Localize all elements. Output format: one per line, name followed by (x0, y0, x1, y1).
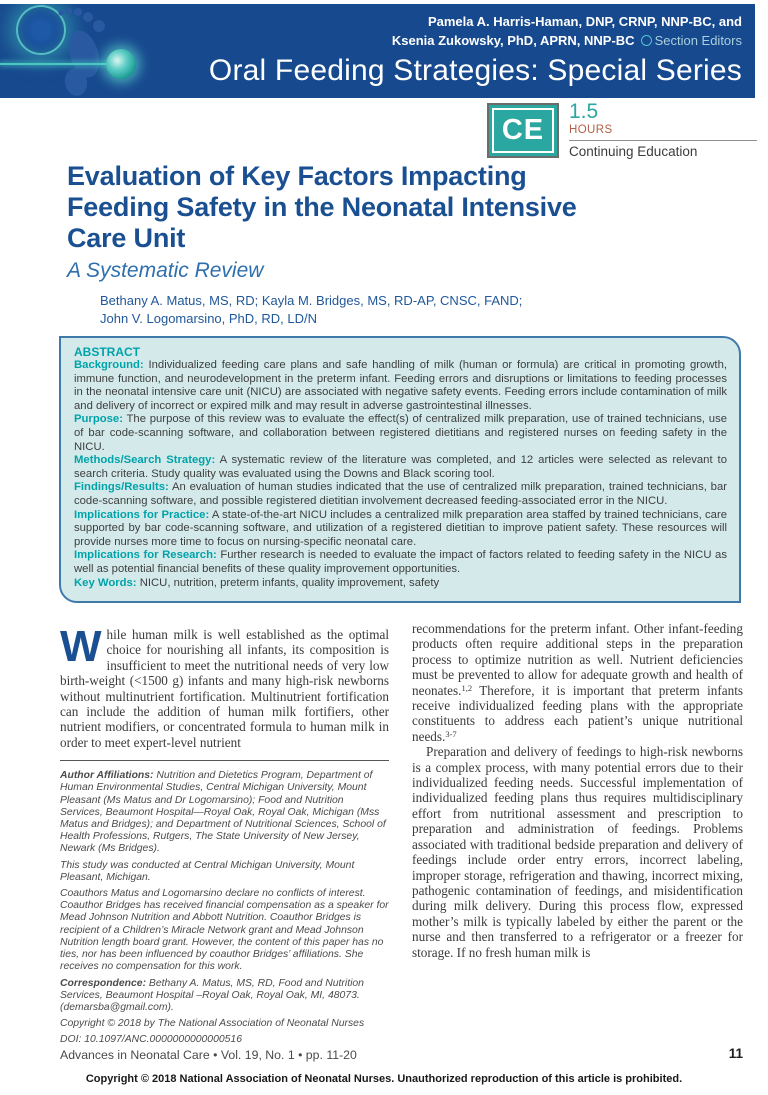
editor-name: Ksenia Zukowsky, PhD, APRN, NNP-BC (391, 33, 635, 48)
article-title-block (67, 161, 747, 327)
correspondence-paragraph (60, 978, 389, 1015)
affiliations-text: Nutrition and Dietetics Program, Department of Human Environmental Studies, Central Michigan University, Mount Pleasant (Ms Matus and Dr Logomarsino); Food and Nutrition Services, Beaumont Hospital—Royal Oak, Royal Oak, Michigan (Mss Matus and Bridges); and Department of Nutritional Sciences, School of Health Professions, Rutgers, The State University of New Jersey, Newark (Ms Bridges). (60, 770, 386, 855)
header-text (209, 12, 742, 89)
abstract-section-implications-practice (74, 509, 727, 550)
correspondence-label: Correspondence: (60, 977, 147, 989)
ce-logo (487, 103, 559, 158)
abstract-text-findings: An evaluation of human studies indicated that the use of centralized milk preparation, trained technicians, bar code-scanning software, and possible registered dietitian involvement decreased feeding-associated error in the NICU. (74, 481, 727, 507)
article-title-line-2: Feeding Safety in the Neonatal Intensive (67, 192, 577, 222)
abstract-text-implications-practice: A state-of-the-art NICU includes a centralized milk preparation area staffed by trained technicians, care supported by bar code-scanning software, and utilization of a registered dietitian to improve patient safety. These resources will provide nurses more time to focus on nursing-specific neonatal care. (74, 508, 727, 548)
ce-caption: Continuing Education (569, 144, 698, 159)
abstract-label-findings: Findings/Results: (74, 481, 169, 494)
editor-line-1: Pamela A. Harris-Haman, DNP, CRNP, NNP-BC, and (427, 14, 742, 29)
section-editors-label: Section Editors (654, 33, 742, 48)
ce-logo-text: CE (492, 108, 554, 153)
keywords-label: Key Words: (74, 576, 137, 589)
reference-superscript: 3-7 (445, 728, 457, 739)
header-banner (0, 4, 755, 98)
body-paragraph-1-text-a: recommendations for the preterm infant. Other infant-feeding products often require additional steps in the preparation process to optimize nutrition as well. Nutrient deficiencies must be prevented to allow for adequate growth and health of neonates. (412, 621, 743, 698)
dropcap: W (60, 622, 102, 671)
ce-hours-value: 1.5 (569, 100, 599, 123)
circle-icon (641, 35, 652, 46)
correspondence-text: Bethany A. Matus, MS, RD, Food and Nutrition Services, Beaumont Hospital –Royal Oak, Royal Oak, MI, 48073. (demarsba@gmail.com). (60, 977, 364, 1013)
accent-ball-icon (106, 49, 136, 79)
affiliations-paragraph (60, 770, 389, 855)
abstract-keywords (74, 577, 727, 591)
footer-copyright: Copyright © 2018 National Association of Neonatal Nurses. Unauthorized reproduction of this article is prohibited. (85, 1073, 683, 1085)
authors-line-1: Bethany A. Matus, MS, RD; Kayla M. Bridges, MS, RD-AP, CNSC, FAND; (100, 293, 523, 308)
right-column (412, 621, 743, 960)
abstract-label-purpose: Purpose: (74, 413, 123, 426)
abstract-section-findings (74, 481, 727, 508)
article-title-line-3: Care Unit (67, 223, 186, 253)
footnote-divider (60, 760, 389, 761)
study-location-paragraph: This study was conducted at Central Michigan University, Mount Pleasant, Michigan. (60, 859, 355, 883)
abstract-section-methods (74, 454, 727, 481)
authors-line-2: John V. Logomarsino, PhD, RD, LD/N (100, 310, 318, 326)
authors (100, 292, 747, 327)
accent-line (0, 63, 113, 65)
body-paragraph-2: Preparation and delivery of feedings to high-risk newborns is a complex process, with many potential errors due to their individualized feeding needs. Successful implementation of individualized feeding plans thus requires multidisciplinary effort from nutritional assessment and prescription to preparation and administration of feedings. Problems associated with traditional bedside preparation and delivery of feedings include order entry errors, incorrect labeling, improper storage, refrigeration and thawing, incorrect mixing, pathogenic contamination of feedings, and misidentification during milk delivery. During this process flow, expressed mother’s milk is typically labeled by either the parent or the nurse and then transferred to a refrigerator or a freezer for storage. If no fresh human milk is (412, 744, 743, 960)
abstract-section-implications-research (74, 549, 727, 576)
abstract-text-background: Individualized feeding care plans and safe handling of milk (human or formula) are critical in promoting growth, immune function, and neurodevelopment in the preterm infant. Feeding errors and disruptions or limitations to feeding processes in the neonatal intensive care unit (NICU) are associated with negative safety events. Feeding errors include contamination of milk and delivery of incorrect or expired milk and may result in adverse gastrointestinal illnesses. (74, 359, 727, 412)
editor-line-2 (209, 31, 742, 50)
ce-credit-block (487, 100, 757, 166)
series-title: Oral Feeding Strategies: Special Series (208, 54, 742, 87)
abstract-label-background: Background: (74, 359, 144, 371)
abstract-section-purpose (74, 413, 727, 454)
footer-journal-line: Advances in Neonatal Care • Vol. 19, No. 1 • pp. 11-20 (60, 1048, 357, 1062)
abstract-text-methods: A systematic review of the literature was completed, and 12 articles were selected as relevant to search criteria. Study quality was evaluated using the Downs and Black scoring tool. (74, 454, 727, 480)
keywords-text: NICU, nutrition, preterm infants, quality improvement, safety (136, 576, 440, 589)
doi-line: DOI: 10.1097/ANC.0000000000000516 (60, 1034, 242, 1046)
copyright-paragraph: Copyright © 2018 by The National Association of Neonatal Nurses (60, 1018, 365, 1030)
abstract-text-purpose: The purpose of this review was to evaluate the effect(s) of centralized milk preparation, use of trained technicians, use of bar code-scanning software, and collaboration between registered dietitians and registered nurses on feeding safety in the NICU. (74, 413, 727, 453)
abstract-label-implications-practice: Implications for Practice: (74, 508, 210, 521)
intro-paragraph (60, 622, 389, 750)
abstract-section-background (74, 359, 727, 413)
abstract-label-implications-research: Implications for Research: (74, 549, 217, 562)
left-column (60, 622, 389, 1051)
abstract-label-methods: Methods/Search Strategy: (74, 454, 216, 467)
conflicts-paragraph: Coauthors Matus and Logomarsino declare no conflicts of interest. Coauthor Bridges has received financial compensation as a speaker for Mead Johnson Nutrition and Abbott Nutrition. Coauthor Bridges is recipient of a Children’s Miracle Network grant and Mead Johnson Nutrition length board grant. However, the content of this paper has no ties, nor has been influenced by coauthor Bridges’ affiliations. She receives no compensation for this work. (60, 888, 389, 973)
abstract-text-implications-research: Further research is needed to evaluate the impact of factors related to feeding safety in the NICU as well as potential financial benefits of these quality improvement opportunities. (74, 549, 727, 575)
abstract-heading: ABSTRACT (74, 345, 140, 359)
abstract-box (59, 336, 741, 603)
affiliations-block (60, 770, 389, 1046)
ce-hours-label: HOURS (569, 124, 757, 141)
intro-paragraph-text: hile human milk is well established as the optimal choice for nourishing all infants, its composition is insufficient to meet the nutritional needs of very low birth-weight (<1500 g) infants and many high-risk newborns without multinutrient fortification. Multinutrient fortification can include the addition of human milk fortifiers, other nutrient modifiers, or concentrated formula to human milk in order to meet expert-level nutrient (60, 627, 389, 750)
body-paragraph-1 (412, 621, 743, 744)
footer-page-number: 11 (728, 1046, 743, 1061)
ce-details (569, 100, 757, 159)
article-subtitle: A Systematic Review (67, 259, 264, 282)
body-paragraph-1-text-b: Therefore, it is important that preterm infants receive individualized feeding plans with the appropriate constituents to address each patient’s unique nutritional needs. (412, 682, 743, 744)
reference-superscript: 1,2 (461, 682, 473, 693)
affiliations-label: Author Affiliations: (60, 770, 154, 782)
article-title-line-1: Evaluation of Key Factors Impacting (67, 161, 527, 191)
